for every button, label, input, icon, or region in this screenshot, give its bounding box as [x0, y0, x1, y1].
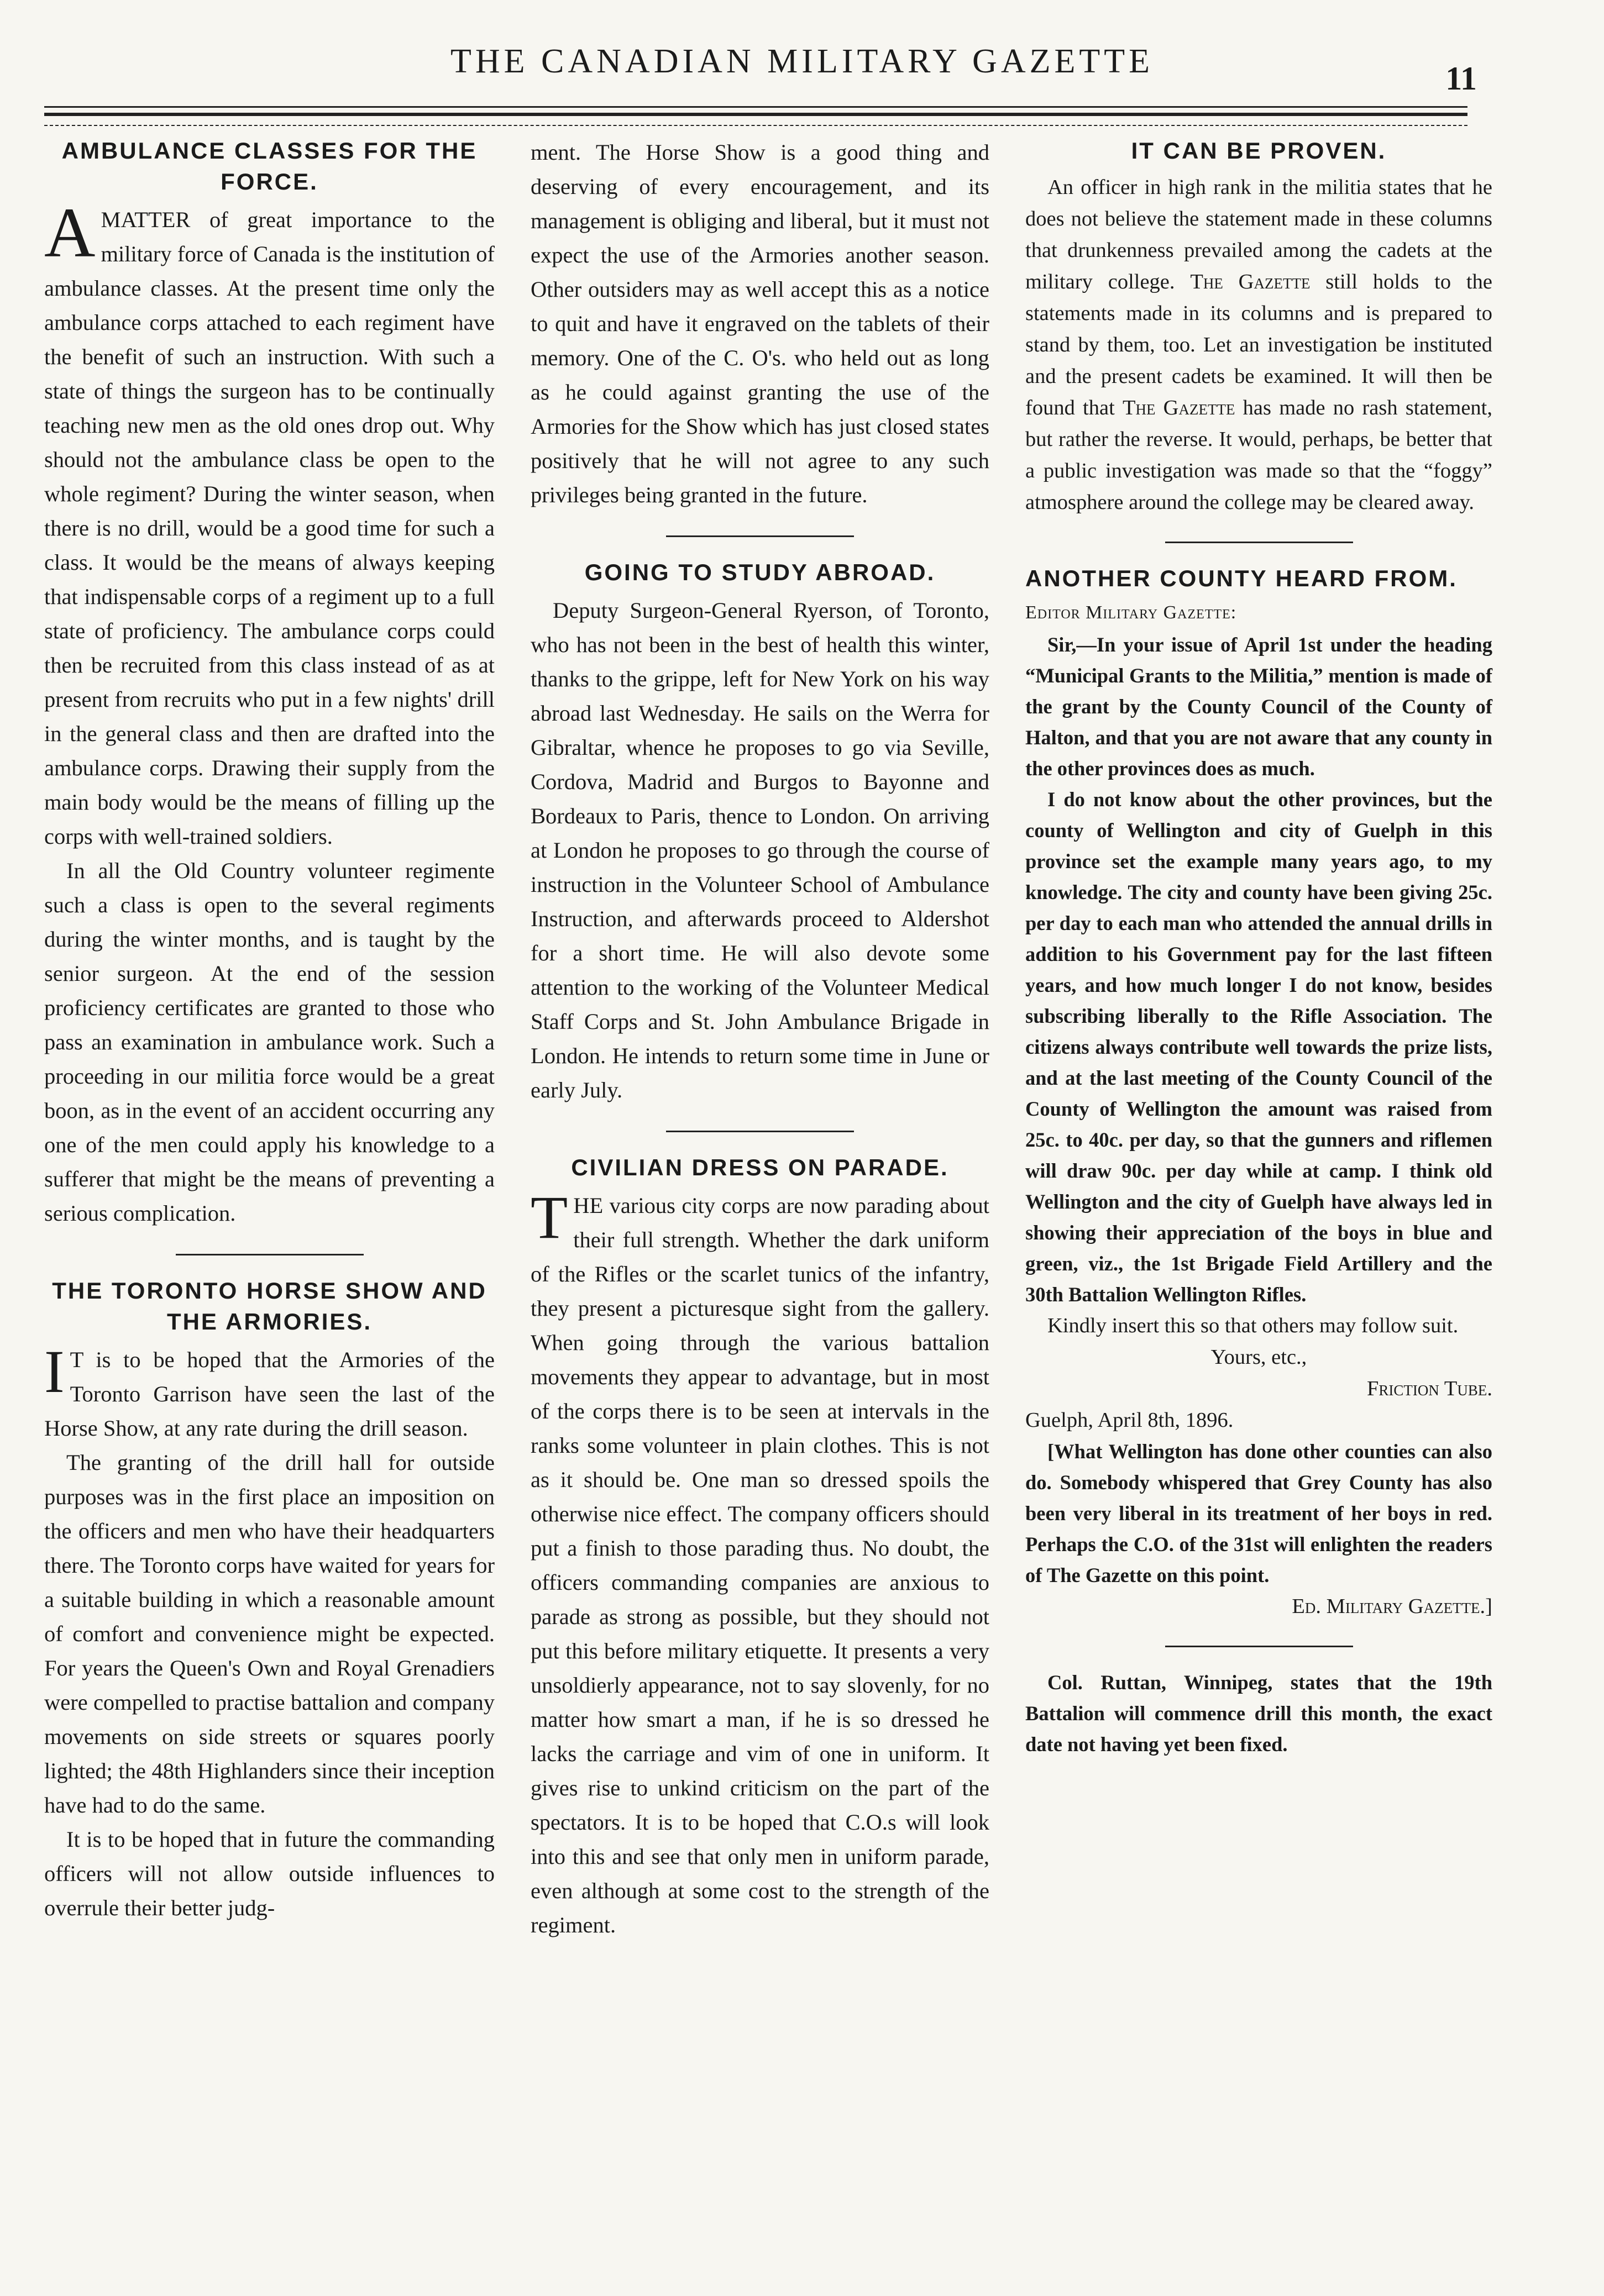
- gazette-name: The Gazette: [1122, 396, 1235, 419]
- article-paragraph: It is to be hoped that in future the commanding officers will not allow outside influences to overrule their better judg-: [44, 1827, 495, 1920]
- paragraph-text: An officer in high rank in the militia states that he does not believe the statement made in these columns that drunkenness prevailed among the cadets at the military college.: [1025, 176, 1492, 293]
- article-paragraph: Col. Ruttan, Winnipeg, states that the 19th Battalion will commence drill this month, the exact date not having yet been fixed.: [1025, 1671, 1492, 1756]
- header-rule: [44, 113, 1467, 116]
- lead-word: MATTER: [101, 207, 191, 232]
- article-title: AMBULANCE CLASSES FOR THE FORCE.: [61, 138, 478, 195]
- letter-paragraph: Kindly insert this so that others may follow suit.: [1047, 1314, 1459, 1337]
- column-1: [44, 135, 495, 1925]
- column-3: [1025, 135, 1492, 1760]
- article-paragraph: [531, 1184, 989, 1942]
- article-paragraph: Deputy Surgeon-General Ryerson, of Toronto, who has not been in the best of health this winter, thanks to the grippe, left for New York on his way abroad last Wednesday. He sails on the Werra for Gibraltar, whence he proposes to go via Seville, Cordova, Madrid and Burgos to Bayonne and Bordeaux to Paris, thence to London. On arriving at London he proposes to go through the course of instruction in the Volunteer School of Ambulance Instruction, and afterwards proceed to Aldershot for a short time. He will also devote some attention to the working of the Volunteer Medical Staff Corps and St. John Ambulance Brigade in London. He intends to return some time in June or early July.: [531, 598, 989, 1102]
- letter-salutation: Editor Military Gazette:: [1025, 602, 1237, 623]
- article-title: IT CAN BE PROVEN.: [1131, 138, 1387, 164]
- article-continuation: ment. The Horse Show is a good thing and deserving of every encouragement, and its management is obliging and liberal, but it must not expect the use of the Armories another season. Other outsiders may as well accept this as a notice to quit and have it engraved on the tablets of their memory. One of the C. O's. who held out as long as he could against granting the use of the Armories for the Show which has just closed states positively that he will not agree to any such privileges being granted in the future.: [531, 140, 989, 507]
- article-paragraph: In all the Old Country volunteer regimente such a class is open to the several regiments during the winter months, and is taught by the senior surgeon. At the end of the session proficiency certificates are granted to those who pass an examination in ambulance work. Such a proceeding in our militia force would be a great boon, as in the event of an accident occurring any one of the men could apply his knowledge to a sufferer that might be the means of preventing a serious complication.: [44, 858, 495, 1226]
- drop-cap: A: [44, 193, 96, 272]
- editor-note: [What Wellington has done other counties can also do. Somebody whispered that Grey County has also been very liberal in its treatment of her boys in red. Perhaps the C.O. of the 31st will enlighten the readers of The Gazette on this point.: [1025, 1440, 1492, 1586]
- article-title: ANOTHER COUNTY HEARD FROM.: [1025, 565, 1458, 591]
- section-divider: [666, 535, 854, 537]
- section-divider: [1165, 542, 1353, 543]
- gazette-name: The Gazette: [1190, 270, 1311, 293]
- paragraph-text: still holds to the statements made in its columns and is prepared to stand by them, too. Let an investigation be instituted and the present cadets be examined. It will then be found that: [1025, 270, 1492, 419]
- letter-place-date: Guelph, April 8th, 1896.: [1025, 1409, 1234, 1432]
- article-ruttan: [1025, 1667, 1492, 1760]
- section-divider: [666, 1131, 854, 1132]
- column-2: [531, 135, 989, 1942]
- article-title: THE TORONTO HORSE SHOW AND THE ARMORIES.: [52, 1278, 487, 1334]
- paragraph-text: T is to be hoped that the Armories of the Toronto Garrison have seen the last of the Horse Show, at any rate during the drill season.: [44, 1347, 495, 1441]
- header-rule: [44, 106, 1467, 108]
- article-paragraph: [1025, 172, 1492, 518]
- article-study-abroad: [531, 557, 989, 1107]
- header-rule: [44, 125, 1467, 126]
- drop-cap: T: [531, 1184, 568, 1251]
- article-paragraph: The granting of the drill hall for outside purposes was in the first place an imposition on the officers and men who have their headquarters there. The Toronto corps have waited for years for a suitable building in which a reasonable amount of comfort and convenience might be expected. For years the Queen's Own and Royal Grenadiers were compelled to practise battalion and company movements on side streets or squares poorly lighted; the 48th Highlanders since their inception have had to do the same.: [44, 1450, 495, 1817]
- paragraph-text: of great importance to the military force of Canada is the institution of ambulance classes. At the present time only the ambulance corps attached to each regiment have the benefit of such an instruction. With such a state of things the surgeon has to be continually teaching new men as the old ones drop out. Why should not the ambulance class be open to the whole regiment? During the winter season, when there is no drill, would be a good time for such a class. It would be the means of always keeping that indispensable corps of a regiment up to a full state of proficiency. The ambulance corps could then be recruited from this class instead of as at present from recruits who put in a few nights' drill in the general class and then are drafted into the ambulance corps. Drawing their supply from the main body would be the means of filling up the corps with well-trained soldiers.: [44, 207, 495, 849]
- letter-paragraph: Sir,—In your issue of April 1st under the heading “Municipal Grants to the Militia,” mention is made of the grant by the County Council of the County of Halton, and that you are not aware that any county in the other provinces does as much.: [1025, 633, 1492, 780]
- masthead-title: THE CANADIAN MILITARY GAZETTE: [450, 43, 1154, 80]
- paragraph-text: has made no rash statement, but rather the reverse. It would, perhaps, be better that a public investigation was made so that the “foggy” atmosphere around the college may be cleared away.: [1025, 396, 1492, 514]
- lead-word: HE: [573, 1193, 604, 1218]
- article-paragraph: [44, 1338, 495, 1446]
- article-ambulance-classes: [44, 135, 495, 1231]
- article-paragraph: [44, 193, 495, 854]
- letter-closing: Yours, etc.,: [1210, 1346, 1307, 1369]
- letter-paragraph: I do not know about the other provinces, but the county of Wellington and city of Guelph in this province set the example many years ago, to my knowledge. The city and county have been giving 25c. per day to each man who attended the annual drills in addition to his Government pay for the last fifteen years, and how much longer I do not know, besides subscribing liberally to the Rifle Association. The citizens always contribute well towards the prize lists, and at the last meeting of the County Council of the County of Wellington the amount was raised from 25c. to 40c. per day, so that the gunners and riflemen will draw 90c. per day while at camp. I think old Wellington and the city of Guelph have always led in showing their appreciation of the boys in blue and green, viz., the 1st Brigade Field Artillery and the 30th Battalion Wellington Rifles.: [1025, 788, 1492, 1306]
- article-civilian-dress: [531, 1152, 989, 1942]
- article-title: CIVILIAN DRESS ON PARADE.: [571, 1154, 949, 1180]
- page-number: 11: [1445, 60, 1477, 97]
- article-it-can-be-proven: [1025, 135, 1492, 518]
- section-divider: [1165, 1646, 1353, 1647]
- article-horse-show: [44, 1275, 495, 1925]
- article-another-county: [1025, 563, 1492, 1622]
- letter-signature: Friction Tube.: [1367, 1377, 1492, 1400]
- paragraph-text: various city corps are now parading about their full strength. Whether the dark uniform of the Rifles or the scarlet tunics of the infantry, they present a picturesque sight from the gallery. When going through the various battalion movements they appear to advantage, but in most of the corps there is to be seen at intervals in the ranks some volunteer in plain clothes. This is not as it should be. One man so dressed spoils the otherwise nice effect. The company officers should put a finish to those parading thus. No doubt, the officers commanding companies are anxious to parade as strong as possible, but they should not put this before military etiquette. It presents a very unsoldierly appearance, not to say slovenly, for no matter how smart a man, if he is so dressed he lacks the carriage and vim of one in uniform. It gives rise to unkind criticism on the part of the spectators. It is to be hoped that C.O.s will look into this and see that only men in uniform parade, even although at some cost to the strength of the regiment.: [531, 1193, 989, 1937]
- article-title: GOING TO STUDY ABROAD.: [584, 559, 936, 585]
- drop-cap: I: [44, 1338, 65, 1405]
- section-divider: [176, 1254, 364, 1255]
- editor-signature: Ed. Military Gazette.]: [1292, 1595, 1492, 1618]
